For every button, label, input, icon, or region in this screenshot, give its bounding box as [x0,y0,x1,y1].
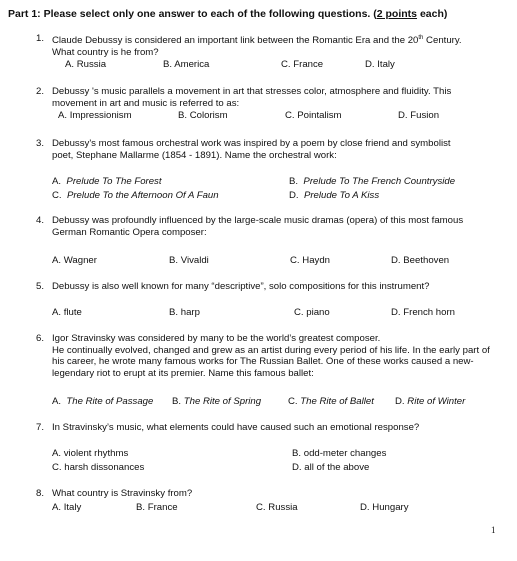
option-text: The Rite of Passage [66,396,154,407]
question-number: 8. [36,488,45,499]
option-text: The Rite of Ballet [300,396,374,407]
option-b[interactable]: B. America [163,59,210,70]
question-number: 2. [36,86,45,97]
option-d[interactable]: D. Italy [365,59,395,70]
option-b[interactable]: B. odd-meter changes [292,448,387,459]
option-c[interactable]: C. Russia [256,502,298,513]
question-number: 3. [36,138,45,149]
option-text: Prelude To The French Countryside [303,176,456,187]
question-text [52,33,484,58]
option-letter: D. [395,396,405,407]
option-b[interactable] [172,396,261,408]
question-text: Debussy 's music parallels a movement in art that stresses color, atmosphere and fluidity. This movement in art and music is referred to as: [52,86,452,109]
question-text-rest: He continually evolved, changed and grew as an artist during every period of his life. In the early part of his career, he wrote many famous works for The Russian Ballet. One of these works caused a new-legendary riot to erupt at its premier. Name this famous ballet: [52,344,490,379]
option-c[interactable] [52,190,219,202]
heading-text: Part 1: Please select only one answer to each of the following questions. ( [8,8,377,20]
question-text [52,333,498,379]
option-a[interactable]: A. Impressionism [58,110,132,121]
question-text: Debussy was profoundly influenced by the large-scale music dramas (opera) of this most famous German Romantic Opera composer: [52,215,464,238]
option-text: Prelude To the Afternoon Of A Faun [66,190,219,201]
option-text: The Rite of Spring [183,396,262,407]
option-c[interactable]: C. France [281,59,324,70]
option-letter: A. [52,176,62,187]
option-a[interactable]: A. Italy [52,502,82,513]
option-letter: C. [52,190,62,201]
heading-suffix: each) [417,8,448,20]
option-a[interactable] [52,176,162,188]
question-text: In Stravinsky’s music, what elements could have caused such an emotional response? [52,422,420,433]
option-letter: A. [52,396,62,407]
option-c[interactable]: C. piano [294,307,330,318]
option-c[interactable]: C. Pointalism [285,110,342,121]
option-d[interactable]: D. Hungary [360,502,409,513]
option-text: Prelude To The Forest [66,176,162,187]
option-c[interactable]: C. Haydn [290,255,330,266]
option-letter: C. [288,396,298,407]
option-d[interactable] [395,396,465,408]
heading-points: 2 points [376,8,418,20]
question-text-part: Claude Debussy is considered an important link between the Romantic Era and the 20 [52,35,419,47]
option-b[interactable]: B. Vivaldi [169,255,209,266]
option-b[interactable] [289,176,455,188]
option-c[interactable] [288,396,374,408]
option-d[interactable]: D. French horn [391,307,455,318]
page-number: 1 [491,525,496,535]
option-a[interactable]: A. Wagner [52,255,97,266]
option-a[interactable]: A. flute [52,307,82,318]
question-text: Debussy is also well known for many “descriptive”, solo compositions for this instrument? [52,281,430,292]
option-b[interactable]: B. France [136,502,178,513]
question-number: 1. [36,33,45,44]
question-number: 6. [36,333,45,344]
option-text: Rite of Winter [407,396,466,407]
superscript: th [418,35,424,41]
option-d[interactable] [289,190,379,202]
option-letter: B. [289,176,299,187]
option-d[interactable]: D. all of the above [292,462,370,473]
option-a[interactable] [52,396,153,408]
question-number: 5. [36,281,45,292]
question-text: Debussy's most famous orchestral work was inspired by a poem by close friend and symbolist poet, Stephane Mallarme (1854 - 1891). Name the orchestral work: [52,138,451,161]
question-text-part: Century. What country is he from? [52,35,462,58]
option-a[interactable]: A. Russia [65,59,107,70]
option-letter: D. [289,190,299,201]
option-d[interactable]: D. Fusion [398,110,440,121]
option-a[interactable]: A. violent rhythms [52,448,129,459]
question-number: 4. [36,215,45,226]
option-b[interactable]: B. harp [169,307,200,318]
page-heading [8,8,447,20]
question-text-line1: Igor Stravinsky was considered by many to be the world’s greatest composer. [52,333,381,344]
question-text: What country is Stravinsky from? [52,488,193,499]
option-c[interactable]: C. harsh dissonances [52,462,145,473]
option-text: Prelude To A Kiss [303,190,380,201]
option-d[interactable]: D. Beethoven [391,255,450,266]
question-number: 7. [36,422,45,433]
option-letter: B. [172,396,182,407]
option-b[interactable]: B. Colorism [178,110,228,121]
